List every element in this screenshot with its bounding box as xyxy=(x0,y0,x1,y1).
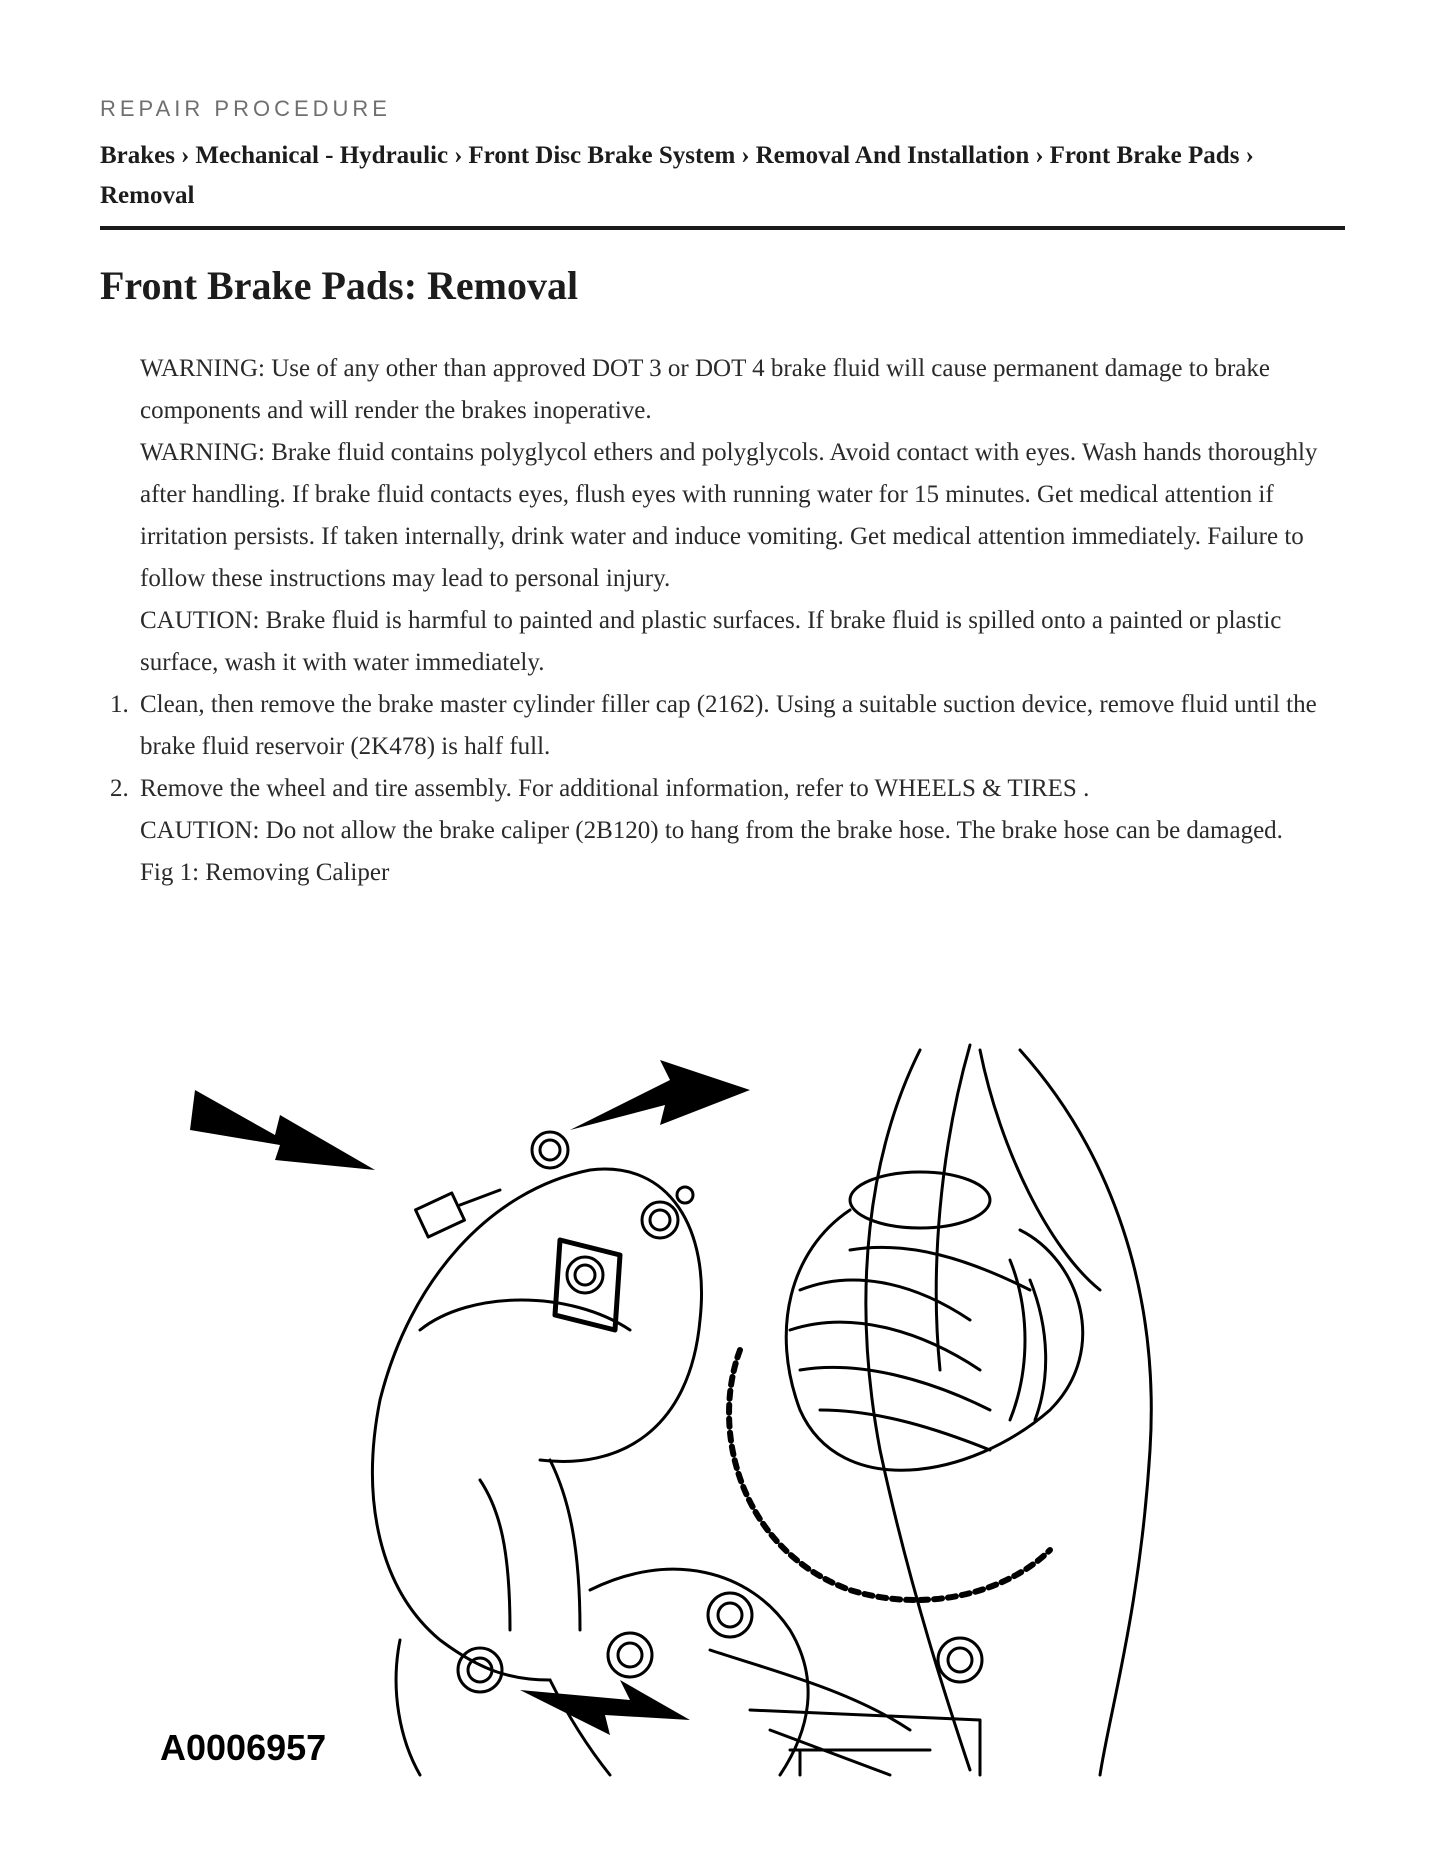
procedure-body xyxy=(110,348,1340,894)
breadcrumb-separator: › xyxy=(1035,142,1044,169)
step-item xyxy=(110,684,1340,768)
abs-tone-ring xyxy=(729,1350,1050,1600)
breadcrumb-separator: › xyxy=(741,142,750,169)
caliper-drawing xyxy=(150,1030,1300,1780)
arrow-left xyxy=(190,1090,375,1170)
arrow-upper xyxy=(570,1060,750,1130)
warning-text: WARNING: Use of any other than approved DOT 3 or DOT 4 brake fluid will cause permanent damage to brake components and will render the brakes inoperative. xyxy=(140,355,1270,424)
step-text: Clean, then remove the brake master cylinder filler cap (2162). Using a suitable suction device, remove fluid until the brake fluid reservoir (2K478) is half full. xyxy=(140,691,1317,760)
bolt-group xyxy=(458,1132,982,1692)
breadcrumb-separator: › xyxy=(181,142,190,169)
breadcrumb-separator: › xyxy=(1245,142,1254,169)
breadcrumb-item[interactable]: Brakes xyxy=(100,142,175,169)
step-item xyxy=(110,768,1340,894)
section-eyebrow: REPAIR PROCEDURE xyxy=(100,96,391,121)
step-list xyxy=(110,684,1340,894)
step-text: Remove the wheel and tire assembly. For additional information, refer to WHEELS & TIRES . xyxy=(140,775,1090,802)
warning-text: WARNING: Brake fluid contains polyglycol ethers and polyglycols. Avoid contact with eyes. Wash hands thoroughly after handling. If brake fluid contacts eyes, flush eyes with running water for 15 minutes. Get medical attention if irritation persists. If taken internally, drink water and induce vomiting. Get medical attention immediately. Failure to follow these instructions may lead to personal injury. xyxy=(140,439,1318,592)
figure-code: A0006957 xyxy=(160,1727,327,1768)
breadcrumb-item-current: Removal xyxy=(100,182,195,209)
removal-arrows xyxy=(190,1060,750,1735)
breadcrumb-separator: › xyxy=(454,142,463,169)
knuckle-outline xyxy=(866,1050,970,1770)
breadcrumb xyxy=(100,136,1345,216)
figure-caption: Fig 1: Removing Caliper xyxy=(140,859,390,886)
breadcrumb-item[interactable]: Front Disc Brake System xyxy=(468,142,736,169)
rotor-edge xyxy=(1020,1050,1151,1775)
caution-text: CAUTION: Do not allow the brake caliper (2B120) to hang from the brake hose. The brake hose can be damaged. xyxy=(140,817,1283,844)
cv-boot-cap xyxy=(850,1172,990,1228)
step-number: 1. xyxy=(110,691,129,718)
breadcrumb-item[interactable]: Front Brake Pads xyxy=(1049,142,1240,169)
breadcrumb-item[interactable]: Removal And Installation xyxy=(755,142,1030,169)
arrow-lower xyxy=(520,1680,690,1735)
step-number: 2. xyxy=(110,775,129,802)
page-title: Front Brake Pads: Removal xyxy=(100,263,579,308)
header-divider xyxy=(100,226,1345,230)
caution-text: CAUTION: Brake fluid is harmful to painted and plastic surfaces. If brake fluid is spilled onto a painted or plastic surface, wash it with water immediately. xyxy=(140,607,1282,676)
breadcrumb-item[interactable]: Mechanical - Hydraulic xyxy=(195,142,449,169)
bleeder-fitting xyxy=(416,1193,465,1237)
caliper-illustration xyxy=(150,1030,1300,1780)
